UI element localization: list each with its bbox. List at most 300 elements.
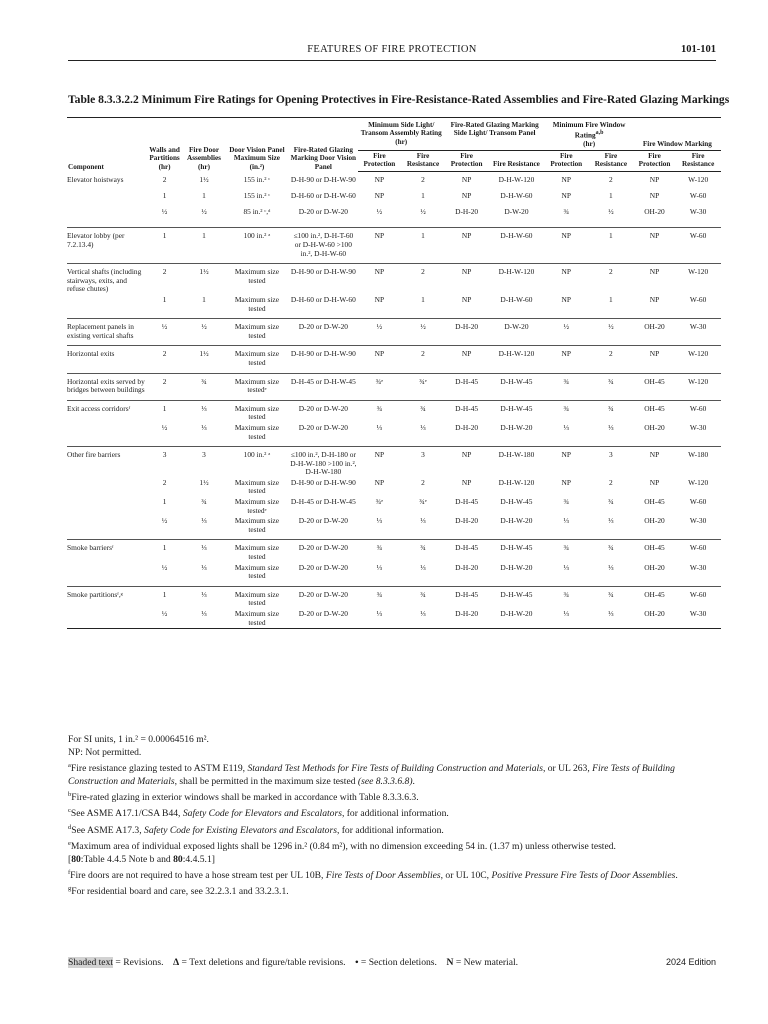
cell-marking-fr: D-H-W-20 xyxy=(488,516,544,540)
cell-window-marking-fp: OH-20 xyxy=(634,207,676,228)
cell-vision-panel: Maximum size tested xyxy=(234,589,279,608)
cell-component xyxy=(67,295,146,319)
cell-glazing-marking: D-H-60 or D-H-W-60 xyxy=(289,295,358,319)
cell-glazing-marking: D-20 or D-W-20 xyxy=(289,423,358,447)
cell-window-fp: NP xyxy=(561,175,571,185)
footnote-g: $^g$For residential board and care, see 32.2.3.1 and 33.2.3.1. xyxy=(68,885,289,898)
cell-sidelight-fp: ¾ᵉ xyxy=(358,373,402,400)
cell-window-fr: 3 xyxy=(609,450,613,460)
cell-sidelight-fp: NP xyxy=(374,450,385,460)
cell-window-marking-fr: W-30 xyxy=(675,516,721,540)
cell-window-fp: ⅓ xyxy=(544,563,588,587)
col-component: Component xyxy=(67,118,146,172)
cell-door-assembly: 1 xyxy=(202,191,206,201)
cell-marking-fp: D-H-20 xyxy=(445,207,489,228)
cell-glazing-marking: ≤100 in.², D-H-180 or D-H-W-180 >100 in.², D-H-W-180 xyxy=(290,450,357,477)
cell-sidelight-fr: ¾ᵉ xyxy=(401,373,445,400)
cell-window-fr: 2 xyxy=(588,346,634,373)
cell-window-marking-fr: W-120 xyxy=(688,477,709,487)
cell-marking-fr: D-H-W-45 xyxy=(500,543,533,553)
cell-window-fr: ¾ xyxy=(608,589,614,599)
cell-door-assembly: ⅓ xyxy=(201,589,207,599)
cell-marking-fr: D-W-20 xyxy=(488,207,544,228)
cell-window-fr: ¾ xyxy=(608,543,614,553)
cell-glazing-marking: D-H-90 or D-H-W-90 xyxy=(290,267,356,277)
cell-walls: 2 xyxy=(162,174,167,184)
cell-window-fr: 1 xyxy=(609,191,613,201)
cell-door-assembly: 1½ xyxy=(199,174,209,184)
cell-sidelight-fr: ¾ xyxy=(420,403,426,413)
cell-walls: 2 xyxy=(146,346,183,373)
footnote-si-units: For SI units, 1 in.² = 0.00064516 m². xyxy=(68,734,209,745)
cell-window-marking-fp: NP xyxy=(649,477,660,487)
cell-window-marking-fr: W-60 xyxy=(689,191,707,201)
cell-walls: ½ xyxy=(146,423,183,447)
cell-window-fp: ¾ xyxy=(544,207,588,228)
table-row xyxy=(67,264,721,295)
cell-door-assembly: ⅓ xyxy=(183,516,225,540)
cell-component xyxy=(67,563,146,587)
cell-vision-panel: Maximum size tested xyxy=(225,563,289,587)
page-header xyxy=(68,44,716,61)
cell-window-marking-fr: W-30 xyxy=(675,563,721,587)
table-row xyxy=(67,295,721,319)
cell-window-fr: 1 xyxy=(588,228,634,264)
cell-sidelight-fr: ⅓ xyxy=(401,423,445,447)
cell-component xyxy=(67,478,146,497)
table-row xyxy=(67,319,721,346)
cell-window-marking-fr: W-180 xyxy=(688,450,709,460)
col-sidelight-fr: Fire Resistance xyxy=(401,150,445,172)
col-group-sidelight: Minimum Side Light/ Transom Assembly Rating (hr) xyxy=(358,118,445,151)
cell-window-marking-fr: W-30 xyxy=(675,319,721,346)
cell-sidelight-fp: ⅓ xyxy=(358,423,402,447)
cell-window-marking-fp: OH-45 xyxy=(644,497,665,507)
cell-vision-panel: Maximum size tested xyxy=(225,346,289,373)
table-row xyxy=(67,586,721,609)
new-material-icon: N xyxy=(446,957,454,968)
cell-component: Elevator lobby (per 7.2.13.4) xyxy=(67,228,146,264)
cell-window-marking-fr: W-120 xyxy=(688,267,709,277)
cell-vision-panel: Maximum size tested xyxy=(234,403,279,422)
col-marking-fp: Fire Protection xyxy=(445,150,489,172)
cell-door-assembly: ⅓ xyxy=(201,543,207,553)
cell-marking-fr: D-H-W-120 xyxy=(498,477,535,487)
revision-legend: Shaded text = Revisions. Δ = Text deletions and figure/table revisions. • = Section deletions. N = New material. xyxy=(68,957,519,968)
cell-glazing-marking: D-20 or D-W-20 xyxy=(289,319,358,346)
cell-walls: 2 xyxy=(146,373,183,400)
col-door-assemblies: Fire Door Assemblies (hr) xyxy=(183,118,225,172)
cell-marking-fr: D-H-W-20 xyxy=(488,609,544,629)
cell-vision-panel: Maximum size tested xyxy=(234,477,279,496)
cell-window-marking-fp: OH-20 xyxy=(634,609,676,629)
cell-marking-fp: NP xyxy=(461,477,472,487)
cell-window-marking-fp: OH-45 xyxy=(644,403,665,413)
cell-glazing-marking: D-H-45 or D-H-W-45 xyxy=(289,373,358,400)
table-row xyxy=(67,516,721,540)
cell-window-fr: 2 xyxy=(609,175,613,185)
col-group-marking-sidelight: Fire-Rated Glazing Marking Side Light/ Transom Panel xyxy=(445,118,545,151)
cell-vision-panel: Maximum size tested xyxy=(225,423,289,447)
table-row xyxy=(67,497,721,516)
cell-sidelight-fp: NP xyxy=(358,228,402,264)
cell-vision-panel: Maximum size tested xyxy=(225,516,289,540)
shaded-text-sample: Shaded text xyxy=(68,957,114,968)
cell-sidelight-fr: ½ xyxy=(401,207,445,228)
cell-glazing-marking: D-H-90 or D-H-W-90 xyxy=(289,346,358,373)
cell-window-marking-fp: OH-20 xyxy=(634,319,676,346)
cell-marking-fp: D-H-20 xyxy=(445,423,489,447)
cell-window-fp: ¾ xyxy=(544,373,588,400)
cell-marking-fp: NP xyxy=(461,267,472,277)
cell-marking-fr: D-H-W-45 xyxy=(500,589,533,599)
cell-sidelight-fr: 1 xyxy=(401,295,445,319)
footnote-e: $^e$Maximum area of individual exposed lights shall be 1296 in.² (0.84 m²), with no dimension exceeding 54 in. (1.37 m) unless otherwise tested. [80:Table 4.4.5 Note b and 80:4.4.5.1] xyxy=(68,839,616,865)
window-group-unit: (hr) xyxy=(583,140,596,149)
cell-marking-fp: D-H-20 xyxy=(445,609,489,629)
cell-walls: 1 xyxy=(146,228,183,264)
cell-sidelight-fp: ⅓ xyxy=(358,516,402,540)
cell-door-assembly: 1 xyxy=(183,295,225,319)
cell-sidelight-fr: 1 xyxy=(401,228,445,264)
footnote-a: $^a$Fire resistance glazing tested to ASTM E119, Standard Test Methods for Fire Tests of Building Construction and Materials, or UL 263, Fire Tests of Building Construction and Materials, shall be permitted in the maximum size tested (see 8.3.3.6.8). xyxy=(68,762,675,788)
cell-vision-panel: Maximum size tested xyxy=(225,609,289,629)
cell-sidelight-fr: 2 xyxy=(421,267,425,277)
cell-sidelight-fr: ⅓ xyxy=(401,516,445,540)
cell-sidelight-fr: 2 xyxy=(421,175,425,185)
cell-window-fr: 1 xyxy=(588,295,634,319)
cell-sidelight-fr: ¾ xyxy=(420,543,426,553)
cell-window-marking-fp: NP xyxy=(649,175,660,185)
window-group-label: Minimum Fire Window Rating xyxy=(552,121,626,140)
cell-walls: 1 xyxy=(162,497,167,507)
cell-sidelight-fr: ½ xyxy=(401,319,445,346)
cell-component xyxy=(67,191,146,207)
col-marking-fr: Fire Resistance xyxy=(488,150,544,172)
cell-vision-panel: Maximum size testedᵉ xyxy=(234,497,279,515)
cell-sidelight-fp: NP xyxy=(374,477,385,487)
cell-sidelight-fr: 1 xyxy=(421,191,425,201)
cell-sidelight-fp: NP xyxy=(374,267,385,277)
cell-sidelight-fp: NP xyxy=(374,175,385,185)
cell-marking-fr: D-H-W-20 xyxy=(488,563,544,587)
cell-marking-fp: D-H-45 xyxy=(455,543,479,553)
cell-marking-fp: NP xyxy=(461,450,472,460)
cell-window-fr: ⅓ xyxy=(588,563,634,587)
cell-window-fr: ½ xyxy=(588,207,634,228)
cell-vision-panel: Maximum size testedᵉ xyxy=(225,373,289,400)
footnotes xyxy=(68,733,718,898)
cell-component: Smoke partitionsᶠ,ᵍ xyxy=(67,589,123,599)
fire-ratings-table xyxy=(67,117,721,629)
cell-marking-fp: D-H-45 xyxy=(445,373,489,400)
cell-window-fp: ⅓ xyxy=(544,423,588,447)
cell-marking-fr: D-H-W-45 xyxy=(500,497,533,507)
cell-window-marking-fp: NP xyxy=(634,295,676,319)
table-row xyxy=(67,346,721,373)
cell-walls: ½ xyxy=(146,516,183,540)
cell-sidelight-fp: NP xyxy=(358,295,402,319)
cell-window-fr: ¾ xyxy=(608,497,614,507)
cell-sidelight-fr: ⅓ xyxy=(401,563,445,587)
col-window-marking-fr: Fire Resistance xyxy=(675,150,721,172)
cell-component: Other fire barriers xyxy=(67,450,121,460)
cell-sidelight-fp: ¾ᵉ xyxy=(375,497,384,507)
cell-walls: ½ xyxy=(146,609,183,629)
cell-window-marking-fp: NP xyxy=(634,228,676,264)
edition-label: 2024 Edition xyxy=(665,957,716,967)
cell-glazing-marking: D-20 or D-W-20 xyxy=(289,516,358,540)
cell-component: Exit access corridorsᶠ xyxy=(67,403,131,413)
cell-sidelight-fp: ¾ xyxy=(376,543,383,553)
cell-vision-panel: Maximum size tested xyxy=(225,319,289,346)
cell-window-marking-fr: W-60 xyxy=(689,589,707,599)
cell-window-fp: ½ xyxy=(544,319,588,346)
window-group-sup: a,b xyxy=(595,130,604,137)
cell-door-assembly: 1½ xyxy=(199,267,209,277)
col-window-marking-fp: Fire Protection xyxy=(634,150,676,172)
cell-glazing-marking: D-20 or D-W-20 xyxy=(289,563,358,587)
cell-window-fp: ⅓ xyxy=(544,516,588,540)
cell-sidelight-fp: ½ xyxy=(358,319,402,346)
cell-window-fr: 2 xyxy=(609,477,613,487)
cell-component: Vertical shafts (including stairways, exits, and refuse chutes) xyxy=(67,267,142,294)
cell-marking-fp: D-H-45 xyxy=(455,589,479,599)
cell-component: Replacement panels in existing vertical shafts xyxy=(67,319,146,346)
cell-sidelight-fr: ⅓ xyxy=(401,609,445,629)
cell-component xyxy=(67,497,146,516)
footnote-d: $^d$See ASME A17.3, Safety Code for Existing Elevators and Escalators, for additional information. xyxy=(68,823,444,836)
table-row xyxy=(67,563,721,587)
cell-window-marking-fp: OH-45 xyxy=(634,373,676,400)
cell-walls: ½ xyxy=(146,319,183,346)
section-title: FEATURES OF FIRE PROTECTION xyxy=(307,44,477,55)
table-row xyxy=(67,373,721,400)
cell-walls: 1 xyxy=(162,543,167,553)
cell-component xyxy=(67,423,146,447)
cell-walls: ½ xyxy=(146,207,183,228)
cell-window-fp: NP xyxy=(561,477,571,487)
cell-door-assembly: ½ xyxy=(183,319,225,346)
cell-marking-fp: NP xyxy=(445,295,489,319)
cell-door-assembly: ¾ xyxy=(183,373,225,400)
cell-marking-fp: D-H-20 xyxy=(445,319,489,346)
bullet-icon: • xyxy=(355,957,359,968)
table-title: Table 8.3.3.2.2 Minimum Fire Ratings for Opening Protectives in Fire-Resistance-Rated Assemblies and Fire-Rated Glazing Markings xyxy=(68,93,730,106)
cell-door-assembly: 3 xyxy=(202,450,206,460)
cell-window-marking-fr: W-60 xyxy=(675,228,721,264)
cell-sidelight-fp: NP xyxy=(358,346,402,373)
cell-window-marking-fp: OH-20 xyxy=(634,423,676,447)
cell-glazing-marking: D-20 or D-W-20 xyxy=(298,589,348,599)
cell-door-assembly: ⅓ xyxy=(183,563,225,587)
col-glazing-marking: Fire-Rated Glazing Marking Door Vision Panel xyxy=(289,118,358,172)
cell-window-fp: NP xyxy=(544,295,588,319)
cell-window-fp: ¾ xyxy=(563,497,570,507)
table-row xyxy=(67,228,721,264)
cell-window-fp: ¾ xyxy=(563,589,570,599)
cell-marking-fp: NP xyxy=(445,346,489,373)
cell-window-fr: ¾ xyxy=(608,403,614,413)
cell-glazing-marking: D-20 or D-W-20 xyxy=(298,403,348,413)
cell-window-fp: NP xyxy=(561,267,571,277)
cell-component: Smoke barriersᶠ xyxy=(67,543,114,553)
col-vision-panel: Door Vision Panel Maximum Size (in.²) xyxy=(225,118,289,172)
cell-vision-panel: 100 in.² ᵃ xyxy=(243,450,271,460)
cell-window-fr: ⅓ xyxy=(588,516,634,540)
cell-glazing-marking: D-H-90 or D-H-W-90 xyxy=(290,477,356,487)
cell-sidelight-fp: ½ xyxy=(358,207,402,228)
cell-walls: 2 xyxy=(162,477,167,487)
cell-glazing-marking: ≤100 in.², D-H-T-60 or D-H-W-60 >100 in.², D-H-W-60 xyxy=(289,228,358,264)
cell-component xyxy=(67,609,146,629)
cell-marking-fr: D-H-W-60 xyxy=(488,295,544,319)
cell-door-assembly: ½ xyxy=(183,207,225,228)
cell-window-fp: NP xyxy=(561,191,571,201)
cell-marking-fr: D-H-W-45 xyxy=(488,373,544,400)
cell-window-marking-fp: OH-45 xyxy=(644,543,665,553)
table-row xyxy=(67,423,721,447)
col-group-window-marking: Fire Window Marking xyxy=(634,118,721,151)
cell-walls: 2 xyxy=(162,267,167,277)
table-row xyxy=(67,609,721,629)
cell-walls: 3 xyxy=(162,450,167,460)
cell-vision-panel: 155 in.² ᶜ xyxy=(243,191,271,201)
cell-marking-fp: D-H-45 xyxy=(455,497,479,507)
col-group-window-rating xyxy=(544,118,633,151)
cell-sidelight-fr: 3 xyxy=(421,450,425,460)
cell-sidelight-fr: ¾ᵉ xyxy=(419,497,427,507)
cell-window-marking-fp: NP xyxy=(634,346,676,373)
cell-window-marking-fr: W-120 xyxy=(675,346,721,373)
col-window-fr: Fire Resistance xyxy=(588,150,634,172)
cell-window-marking-fp: OH-20 xyxy=(634,563,676,587)
cell-window-marking-fp: NP xyxy=(649,450,660,460)
cell-marking-fr: D-H-W-20 xyxy=(488,423,544,447)
cell-glazing-marking: D-H-60 or D-H-W-60 xyxy=(290,191,356,201)
cell-door-assembly: ⅓ xyxy=(201,403,207,413)
delta-icon: Δ xyxy=(173,957,180,968)
table-row xyxy=(67,400,721,423)
page-number: 101-101 xyxy=(681,44,716,55)
cell-component: Horizontal exits xyxy=(67,346,146,373)
cell-glazing-marking: D-20 or D-W-20 xyxy=(289,207,358,228)
cell-window-fp: ¾ xyxy=(563,403,570,413)
cell-window-marking-fp: NP xyxy=(649,191,660,201)
footnote-np: NP: Not permitted. xyxy=(68,747,142,758)
cell-glazing-marking: D-H-90 or D-H-W-90 xyxy=(290,174,356,184)
cell-window-marking-fr: W-60 xyxy=(689,543,707,553)
cell-door-assembly: 1 xyxy=(183,228,225,264)
cell-window-fr: ¾ xyxy=(588,373,634,400)
cell-marking-fp: D-H-45 xyxy=(455,403,479,413)
cell-window-marking-fr: W-30 xyxy=(675,423,721,447)
cell-window-marking-fr: W-60 xyxy=(689,497,707,507)
cell-window-fp: NP xyxy=(561,450,571,460)
cell-window-marking-fr: W-120 xyxy=(688,175,709,185)
cell-window-marking-fp: NP xyxy=(649,267,660,277)
cell-vision-panel: Maximum size tested xyxy=(225,295,289,319)
cell-marking-fr: D-H-W-60 xyxy=(500,191,533,201)
cell-door-assembly: ⅓ xyxy=(183,609,225,629)
cell-vision-panel: 155 in.² ᶜ xyxy=(243,174,271,184)
cell-glazing-marking: D-20 or D-W-20 xyxy=(289,609,358,629)
cell-vision-panel: 85 in.² ᶜ,ᵈ xyxy=(225,207,289,228)
cell-walls: 1 xyxy=(162,191,167,201)
cell-window-fr: ½ xyxy=(588,319,634,346)
cell-vision-panel: Maximum size tested xyxy=(234,267,279,285)
cell-door-assembly: 1½ xyxy=(199,477,209,487)
cell-sidelight-fp: NP xyxy=(374,191,385,201)
cell-sidelight-fp: ⅓ xyxy=(358,563,402,587)
table-row xyxy=(67,207,721,228)
cell-walls: 1 xyxy=(162,403,167,413)
cell-marking-fp: NP xyxy=(461,191,472,201)
cell-sidelight-fp: ⅓ xyxy=(358,609,402,629)
cell-walls: ½ xyxy=(146,563,183,587)
cell-window-marking-fr: W-30 xyxy=(675,609,721,629)
footnote-f: $^f$Fire doors are not required to have a hose stream test per UL 10B, Fire Tests of Door Assemblies, or UL 10C, Positive Pressure Fire Tests of Door Assemblies. xyxy=(68,868,678,882)
cell-marking-fr: D-H-W-60 xyxy=(488,228,544,264)
footnote-c: $^c$See ASME A17.1/CSA B44, Safety Code for Elevators and Escalators, for additional information. xyxy=(68,807,449,820)
cell-sidelight-fp: ¾ xyxy=(376,403,383,413)
cell-marking-fr: D-H-W-45 xyxy=(500,403,533,413)
cell-vision-panel: Maximum size tested xyxy=(234,543,279,562)
cell-window-fr: ⅓ xyxy=(588,609,634,629)
cell-component xyxy=(67,516,146,540)
cell-vision-panel: 100 in.² ᵃ xyxy=(225,228,289,264)
cell-marking-fp: NP xyxy=(461,175,472,185)
cell-window-marking-fr: W-60 xyxy=(689,403,707,413)
cell-marking-fr: D-H-W-120 xyxy=(498,175,535,185)
cell-door-assembly: ⅓ xyxy=(183,423,225,447)
cell-window-fr: 2 xyxy=(609,267,613,277)
col-window-fp: Fire Protection xyxy=(544,150,588,172)
cell-window-fr: ⅓ xyxy=(588,423,634,447)
cell-window-marking-fr: W-30 xyxy=(675,207,721,228)
cell-marking-fr: D-H-W-120 xyxy=(498,267,535,277)
page-footer xyxy=(68,957,716,971)
cell-sidelight-fr: 2 xyxy=(421,477,425,487)
cell-sidelight-fp: ¾ xyxy=(376,589,383,599)
cell-component: Horizontal exits served by bridges between buildings xyxy=(67,373,146,400)
cell-window-fp: ¾ xyxy=(563,543,570,553)
table-row xyxy=(67,478,721,497)
cell-door-assembly: ¾ xyxy=(201,497,207,507)
cell-sidelight-fr: 2 xyxy=(401,346,445,373)
cell-window-marking-fr: W-60 xyxy=(675,295,721,319)
cell-window-fp: NP xyxy=(544,346,588,373)
cell-component: Elevator hoistways xyxy=(67,174,124,184)
cell-glazing-marking: D-20 or D-W-20 xyxy=(298,543,348,553)
cell-component xyxy=(67,207,146,228)
cell-glazing-marking: D-H-45 or D-H-W-45 xyxy=(290,497,356,507)
table-row xyxy=(67,447,721,478)
col-walls: Walls and Partitions (hr) xyxy=(146,118,183,172)
cell-walls: 1 xyxy=(146,295,183,319)
cell-marking-fp: NP xyxy=(445,228,489,264)
cell-window-marking-fp: OH-45 xyxy=(644,589,665,599)
cell-marking-fr: D-H-W-120 xyxy=(488,346,544,373)
table-row xyxy=(67,191,721,207)
cell-window-fp: ⅓ xyxy=(544,609,588,629)
table-row xyxy=(67,172,721,192)
table-row xyxy=(67,540,721,563)
col-sidelight-fp: Fire Protection xyxy=(358,150,402,172)
cell-door-assembly: 1½ xyxy=(183,346,225,373)
cell-window-marking-fr: W-120 xyxy=(675,373,721,400)
cell-marking-fr: D-W-20 xyxy=(488,319,544,346)
